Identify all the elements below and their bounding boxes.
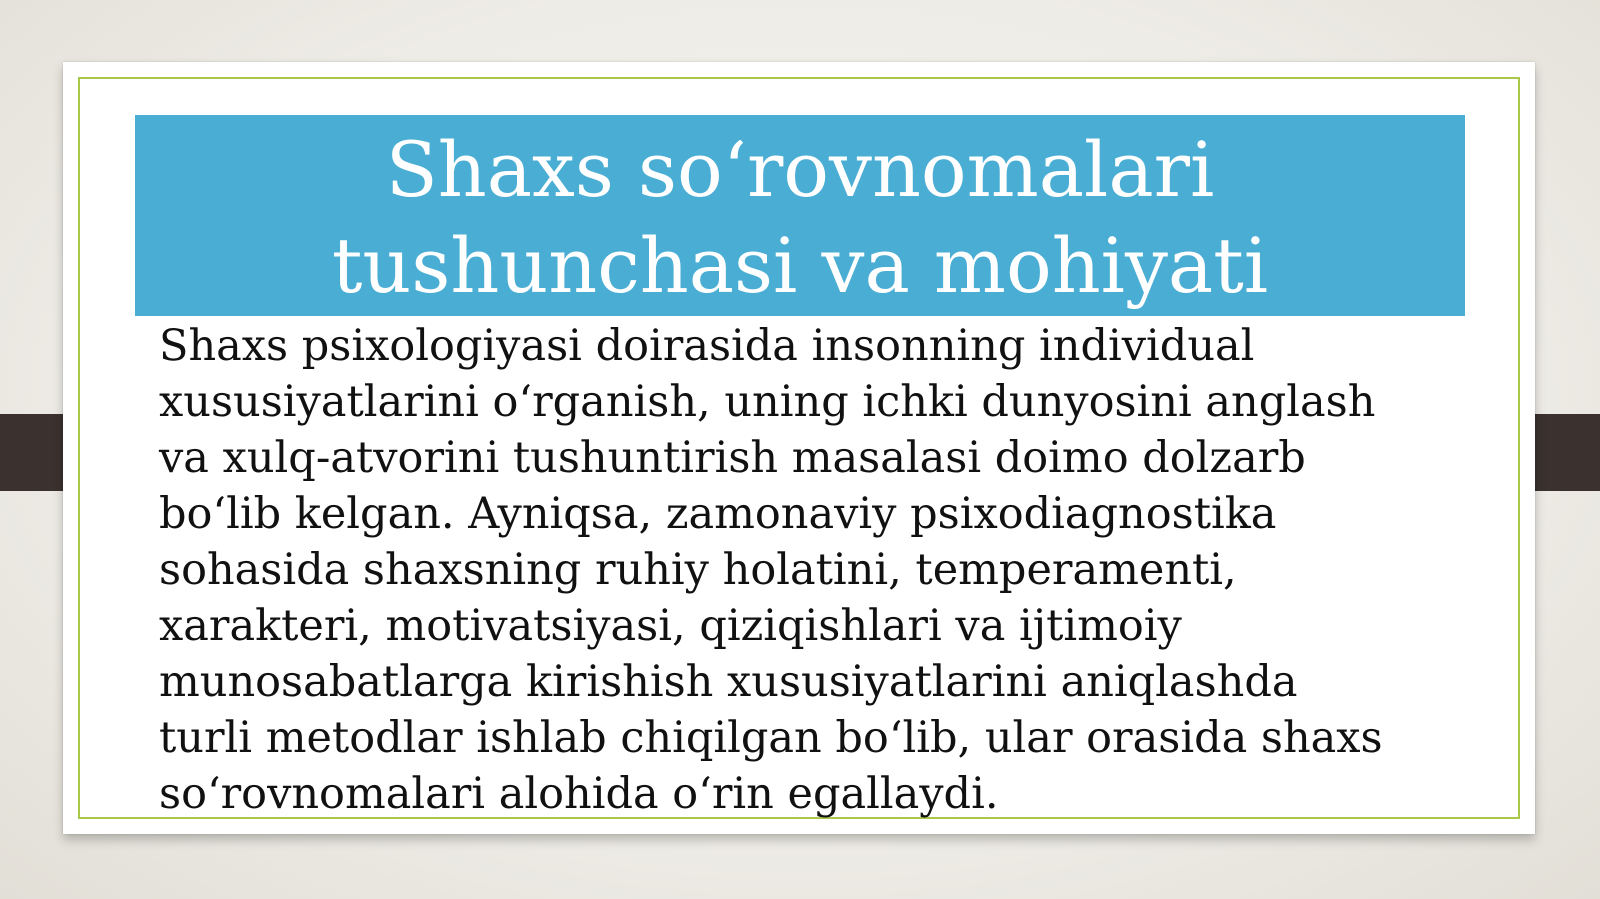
title-banner xyxy=(135,115,1465,316)
slide-title: Shaxs so‘rovnomalari tushunchasi va mohiyati xyxy=(331,124,1269,310)
slide-body-text: Shaxs psixologiyasi doirasida insonning individual xususiyatlarini o‘rganish, uning ichki dunyosini anglash va xulq-atvorini tushuntirish masalasi doimo dolzarb bo‘lib kelgan. Ayniqsa, zamonaviy psixodiagnostika sohasida shaxsning ruhiy holatini, temperamenti, xarakteri, motivatsiyasi, qiziqishlari va ijtimoiy munosabatlarga kirishish xususiyatlarini aniqlashda turli metodlar ishlab chiqilgan bo‘lib, ular orasida shaxs so‘rovnomalari alohida o‘rin egallaydi. xyxy=(159,321,1383,819)
